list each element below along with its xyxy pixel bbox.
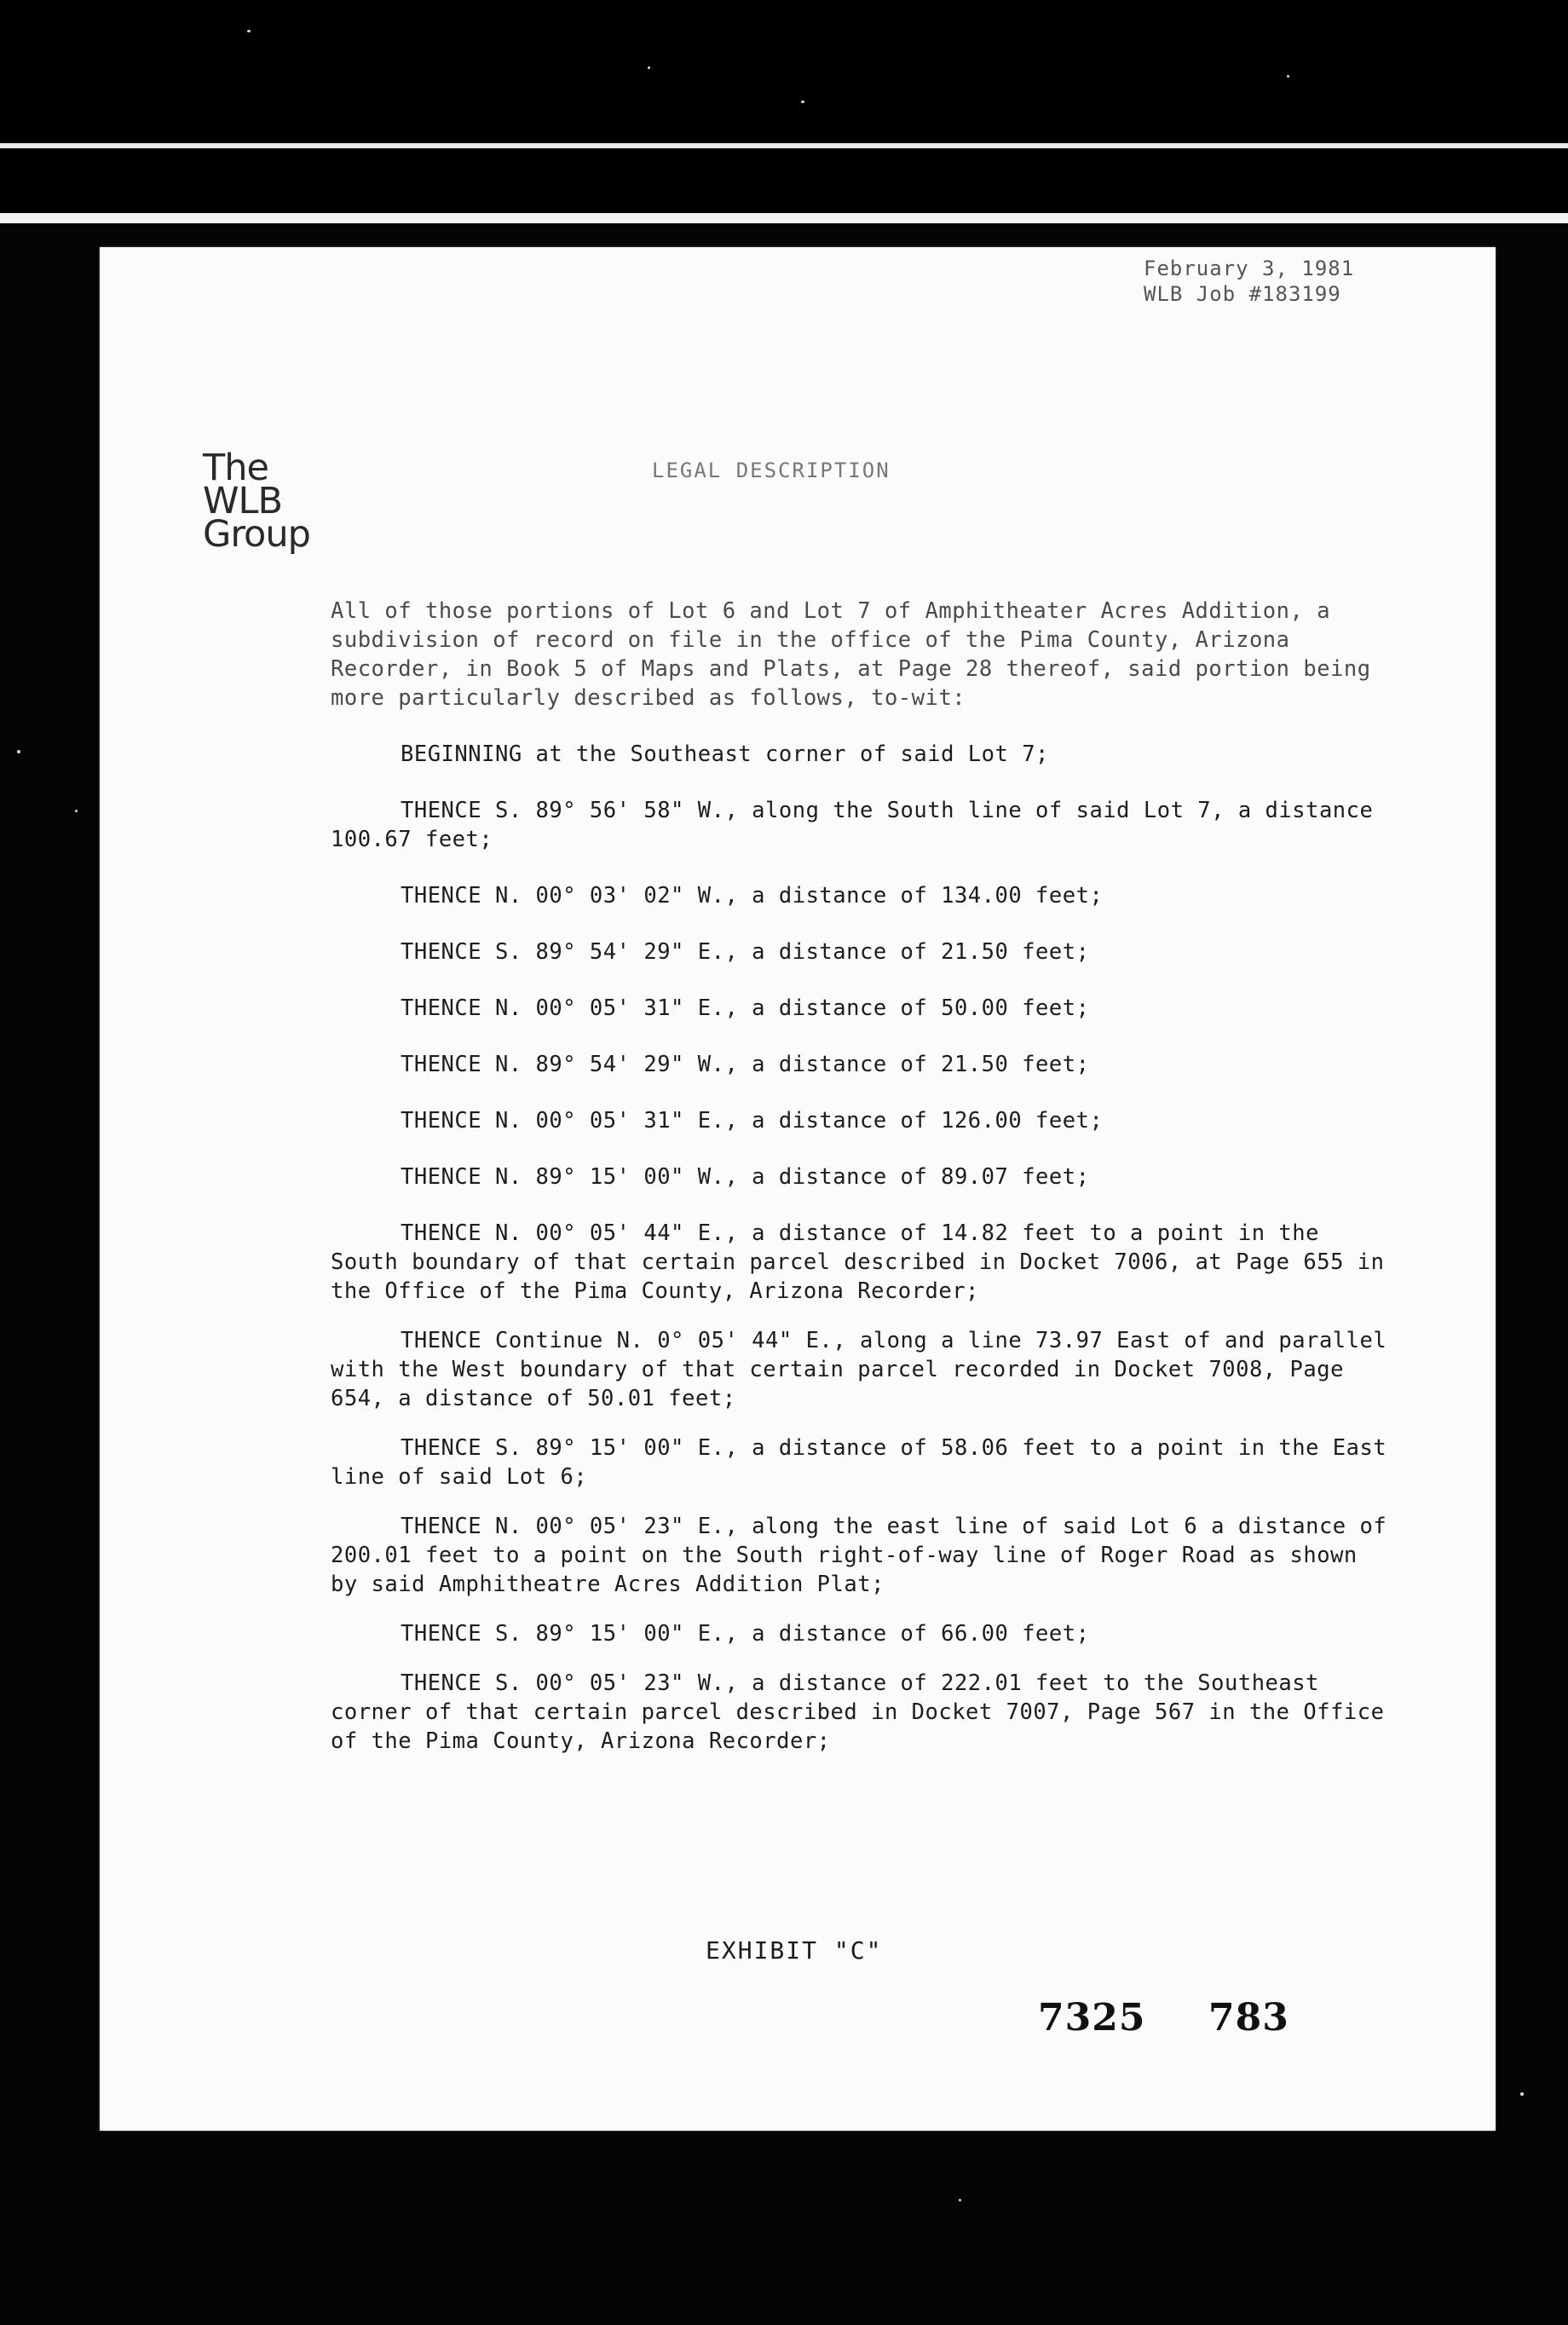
description-paragraph: THENCE S. 89° 15' 00" E., a distance of 66.00 feet;: [401, 1621, 1090, 1647]
scan-speck: [75, 810, 78, 812]
legal-description-body: [331, 597, 1396, 1756]
description-paragraph: THENCE N. 00° 05' 44" E., a distance of 14.82 feet to a point in the South boundary of that certain parcel described in Docket 7006, at Page 655 in the Office of the Pima County, Arizona Recorder;: [331, 1220, 1385, 1304]
intro-paragraph: All of those portions of Lot 6 and Lot 7 of Amphitheater Acres Addition, a subdivision of record on file in the office of the Pima County, Arizona Recorder, in Book 5 of Maps and Plats, at Page 28 thereof, said portion being more particularly described as follows, to-wit:: [331, 598, 1371, 711]
company-logo: The WLB Group: [203, 447, 310, 556]
description-paragraph: THENCE S. 89° 56' 58" W., along the South line of said Lot 7, a distance 100.67 feet;: [331, 798, 1374, 852]
scan-artifact-line: [0, 143, 1568, 148]
description-paragraph: THENCE S. 89° 54' 29" E., a distance of 21.50 feet;: [401, 939, 1090, 965]
header-info: [1144, 256, 1354, 307]
scan-speck: [648, 66, 650, 69]
description-paragraph: THENCE S. 89° 15' 00" E., a distance of 58.06 feet to a point in the East line of said Lot 6;: [331, 1435, 1387, 1490]
scan-speck: [1287, 75, 1289, 78]
description-paragraph: THENCE Continue N. 0° 05' 44" E., along a line 73.97 East of and parallel with the West boundary of that certain parcel recorded in Docket 7008, Page 654, a distance of 50.01 feet;: [331, 1328, 1387, 1411]
scan-speck: [247, 30, 251, 32]
docket-stamp: 7325: [1038, 1996, 1146, 2039]
description-paragraph: THENCE N. 00° 03' 02" W., a distance of 134.00 feet;: [401, 883, 1104, 909]
scan-speck: [801, 101, 804, 103]
description-paragraph: THENCE N. 00° 05' 23" E., along the east line of said Lot 6 a distance of 200.01 feet to a point on the South right-of-way line of Roger Road as shown by said Amphitheatre Acres Addition Plat;: [331, 1514, 1387, 1597]
scan-speck: [959, 2199, 961, 2201]
description-paragraph: THENCE N. 89° 15' 00" W., a distance of 89.07 feet;: [401, 1164, 1090, 1190]
job-number: WLB Job #183199: [1144, 282, 1341, 306]
scan-speck: [17, 750, 20, 753]
exhibit-label: EXHIBIT "C": [706, 1936, 883, 1964]
document-title: LEGAL DESCRIPTION: [652, 459, 891, 482]
scan-artifact-line: [0, 213, 1568, 223]
document-date: February 3, 1981: [1144, 257, 1355, 280]
page-stamp: 783: [1208, 1996, 1289, 2039]
description-paragraph: THENCE N. 00° 05' 31" E., a distance of 50.00 feet;: [401, 995, 1090, 1021]
description-paragraph: BEGINNING at the Southeast corner of said Lot 7;: [401, 741, 1049, 767]
description-paragraph: THENCE S. 00° 05' 23" W., a distance of 222.01 feet to the Southeast corner of that certain parcel described in Docket 7007, Page 567 in the Office of the Pima County, Arizona Recorder;: [331, 1670, 1385, 1754]
scan-speck: [1520, 2092, 1524, 2096]
scan-top-border: [0, 0, 1568, 217]
description-paragraph: THENCE N. 89° 54' 29" W., a distance of 21.50 feet;: [401, 1052, 1090, 1077]
description-paragraph: THENCE N. 00° 05' 31" E., a distance of 126.00 feet;: [401, 1108, 1104, 1134]
